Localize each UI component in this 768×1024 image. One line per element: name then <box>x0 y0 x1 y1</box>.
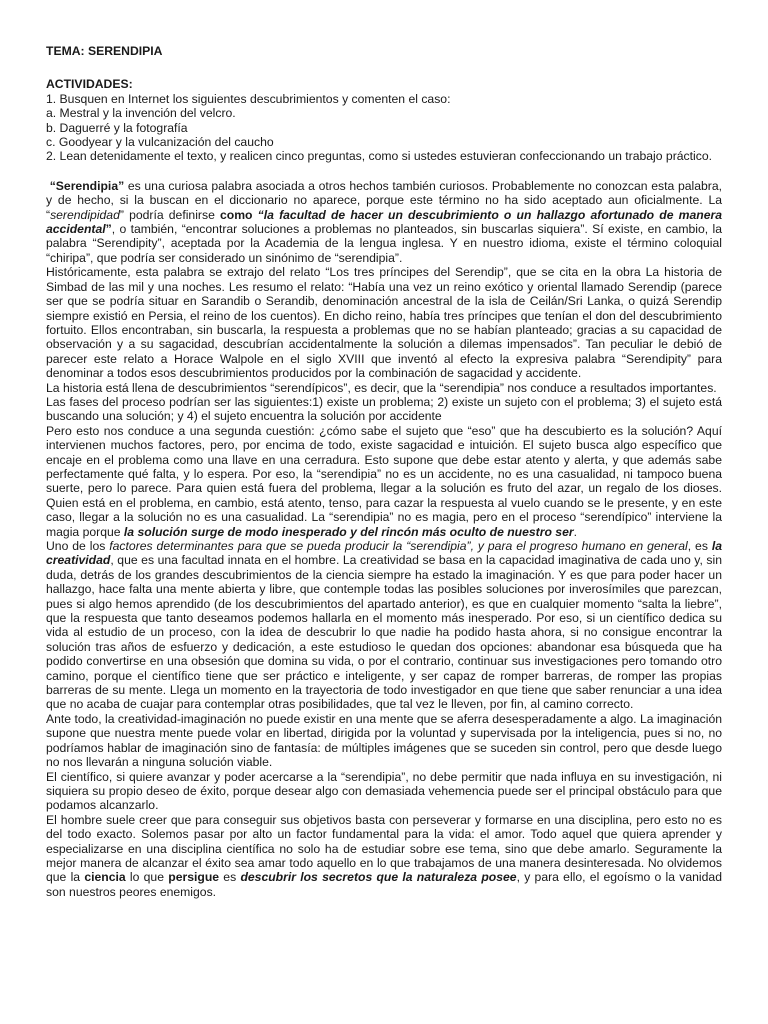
activity-item: 1. Busquen en Internet los siguientes descubrimientos y comenten el caso: <box>46 91 451 106</box>
activity-item: c. Goodyear y la vulcanización del caucho <box>46 135 274 150</box>
spacer <box>46 58 722 77</box>
paragraph-scientist: El científico, si quiere avanzar y poder acercarse a la “serendipia”, no debe permitir que nada influya en su investigación, ni siquiera su propio deseo de éxito, porque desear algo con demasiada vehemencia puede ser el principal obstáculo para que podamos alcanzarlo. <box>46 769 722 813</box>
activity-item: b. Daguerré y la fotografía <box>46 120 188 135</box>
emphasis-factors: factores determinantes para que se pueda producir la “serendipia”, y para el progreso humano en general <box>109 539 688 553</box>
paragraph-imagination: Ante todo, la creatividad-imaginación no puede existir en una mente que se aferra desesperadamente a algo. La imaginación supone que nuestra mente puede volar en libertad, dirigida por la voluntad y supervisada por la inteligencia, pues si no, no podríamos hablar de imaginación sino de fantasía: de múltiples imágenes que se suceden sin control, pero que desde luego no nos llevarán a ninguna solución viable. <box>46 711 722 770</box>
emphasis-secrets: descubrir los secretos que la naturaleza posee <box>240 870 517 885</box>
term-persigue: persigue <box>168 870 220 885</box>
paragraph-sagacity: Pero esto nos conduce a una segunda cuestión: ¿cómo sabe el sujeto que “eso” que ha descubierto es la solución? Aquí intervienen muchos factores, pero, por encima de todo, existe sagacidad e intuición. El sujeto busca algo específico que encaje en el problema como una llave en una cerradura. Esto supone que debe estar atento y alerta, y que además sabe perfectamente qué falta, y lo espera. Por eso, la “serendipia” no es un accidente, no es una casualidad, ni tampoco buena suerte, pero lo parece. Para quien está fuera del problema, llegar a la solución es fruto del azar, un regalo de los dioses. Quien está en el problema, en cambio, está atento, tenso, para cazar la respuesta al vuelo cuando se le presente, y en este caso, llegar a la solución no es una casualidad. La “serendipia” no es magia, pero en el proceso “serendípico” interviene la magia porque la solución surge de modo inesperado y del rincón más oculto de nuestro ser. <box>46 423 722 539</box>
term-serendipia: “Serendipia” <box>49 178 125 193</box>
definition-emphasis: “la facultad de hacer un descubrimiento o un hallazgo afortunado de manera accidental <box>46 207 722 237</box>
activity-item: a. Mestral y la invención del velcro. <box>46 106 236 121</box>
paragraph-creativity: Uno de los factores determinantes para que se pueda producir la “serendipia”, y para el progreso humano en general, es la creatividad, que es una facultad innata en el hombre. La creatividad se basa en la capacidad imaginativa de cada uno y, sin duda, detrás de los grandes descubrimientos de la ciencia siempre ha estado la imaginación. Y es que para poder hacer un hallazgo, hace falta una mente abierta y libre, que contemple todas las posibles soluciones por inverosímiles que parezcan, pues si algo hemos aprendido (de los descubrimientos del apartado anterior), es que en cualquier momento “salta la liebre”, que la respuesta que tanto deseamos podemos hallarla en el momento más inesperado. Por eso, si un científico dedica su vida al estudio de un proceso, con la idea de descubrir lo que nadie ha podido hasta ahora, si no consigue encontrar la solución tras años de esfuerzo y dedicación, a este estudioso le quedan dos opciones: abandonar esa búsqueda que ha podido convertirse en una obsesión que domina su vida, o por el contrario, continuar sus investigaciones pero tomando otro camino, porque el científico tiene que ser práctico e inteligente, y ser capaz de romper barreras, de romper las propias barreras de su mente. Llega un momento en la trayectoria de todo investigador en que tiene que saber renunciar a una idea que no acaba de cuajar para contemplar otras posibilidades, que tal vez le lleven, por fin, al camino correcto. <box>46 539 723 712</box>
paragraph-history: Históricamente, esta palabra se extrajo del relato “Los tres príncipes del Serendip”, que se cita en la obra La historia de Simbad de las mil y una noches. Les resumo el relato: “Había una vez un reino exótico y oriental llamado Serendip (parece ser que se podría situar en Sarandib o Serandib, denominación ancestral de la isla de Ceilán/Sri Lanka, o quizá Serendip siempre existió en Persia, el reino de los cuentos). En dicho reino, había tres príncipes que tenían el don del descubrimiento fortuito. Ellos encontraban, sin buscarla, la respuesta a problemas que no se habían planteado; gracias a su capacidad de observación y a su sagacidad, descubrían accidentalmente la solución a dilemas impensados”. Tan peculiar le debió de parecer este relato a Horace Walpole en el siglo XVIII que inventó al efecto la expresiva palabra “Serendipity” para denominar a todos esos descubrimientos producidos por la combinación de sagacidad y accidente. <box>46 265 722 381</box>
emphasis-creativity: la creatividad <box>46 539 723 568</box>
activity-item: 2. Lean detenidamente el texto, y realicen cinco preguntas, como si ustedes estuvieran confeccionando un trabajo práctico. <box>46 149 712 164</box>
paragraph-love: El hombre suele creer que para conseguir sus objetivos basta con perseverar y formarse en una disciplina, pero esto no es del todo exacto. Solemos pasar por alto un factor fundamental para la vida: el amor. Todo aquel que quiera aprender y especializarse en una disciplina científica no solo ha de estudiar sobre ese tema, sino que debe amarlo. Seguramente la mejor manera de alcanzar el éxito sea amar todo aquello en lo que trabajamos de una manera desinteresada. No olvidemos que la ciencia lo que persigue es descubrir los secretos que la naturaleza posee, y para ello, el egoísmo o la vanidad son nuestros peores enemigos. <box>46 812 722 899</box>
document-title: TEMA: SERENDIPIA <box>46 44 163 58</box>
emphasis-solution: la solución surge de modo inesperado y del rincón más oculto de nuestro ser <box>123 524 574 539</box>
paragraph-definition: “Serendipia” es una curiosa palabra asociada a otros hechos también curiosos. Probablemente no conozcan esta palabra, y de hecho, si la buscan en el diccionario no aparece, porque este término no ha sido aceptado aun oficialmente. La “serendipidad” podría definirse como “la facultad de hacer un descubrimiento o un hallazgo afortunado de manera accidental”, o también, “encontrar soluciones a problemas no planteados, sin buscarlas siquiera”. Sí existe, en cambio, la palabra “Serendipity”, aceptada por la Academia de la lengua inglesa. Y en nuestro idioma, existe el término coloquial “chiripa”, que podría ser considerado un sinónimo de “serendipia”. <box>46 178 723 265</box>
activities-heading: ACTIVIDADES: <box>46 77 133 92</box>
term-ciencia: ciencia <box>84 870 126 885</box>
paragraph-discoveries: La historia está llena de descubrimientos “serendípicos”, es decir, que la “serendipia” nos conduce a resultados importantes. <box>46 380 717 395</box>
paragraph-phases: Las fases del proceso podrían ser las siguientes:1) existe un problema; 2) existe un sujeto con el problema; 3) el sujeto está buscando una solución; y 4) el sujeto encuentra la solución por accidente <box>46 394 722 424</box>
spacer <box>46 164 722 179</box>
